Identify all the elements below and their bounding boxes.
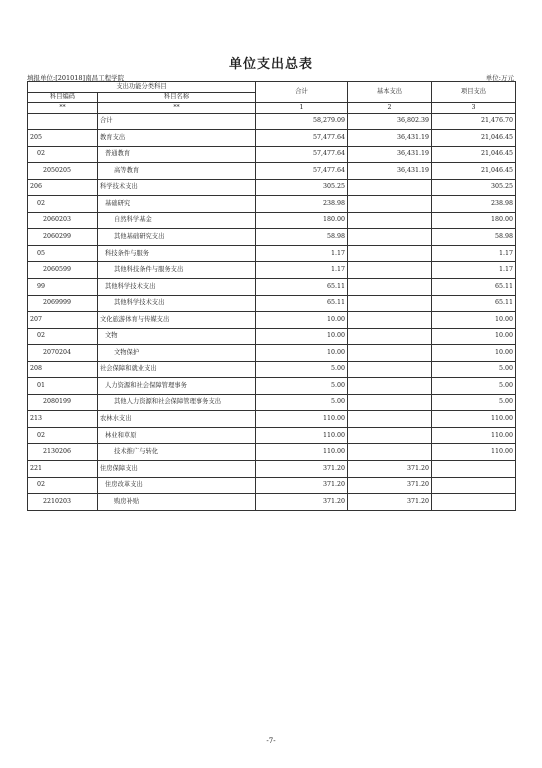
row-total: 65.11 <box>256 278 348 295</box>
row-basic <box>348 427 432 444</box>
row-basic: 371.20 <box>348 460 432 477</box>
row-basic <box>348 262 432 279</box>
row-name: 文化旅游体育与传媒支出 <box>98 312 256 329</box>
row-total: 5.00 <box>256 378 348 395</box>
row-basic <box>348 295 432 312</box>
row-code: 2069999 <box>28 295 98 312</box>
row-project: 65.11 <box>432 278 516 295</box>
row-total: 10.00 <box>256 312 348 329</box>
row-name: 科学技术支出 <box>98 179 256 196</box>
row-basic <box>348 196 432 213</box>
table-row <box>28 113 516 130</box>
row-name: 其他科学技术支出 <box>98 278 256 295</box>
row-name: 其他人力资源和社会保障管理事务支出 <box>98 394 256 411</box>
table-row <box>28 312 516 329</box>
row-total: 5.00 <box>256 394 348 411</box>
header-name: 科目名称 <box>98 92 256 103</box>
row-total: 10.00 <box>256 345 348 362</box>
row-total: 58,279.09 <box>256 113 348 130</box>
row-code: 213 <box>28 411 98 428</box>
row-total: 180.00 <box>256 212 348 229</box>
row-total: 57,477.64 <box>256 130 348 147</box>
table-row <box>28 278 516 295</box>
row-project: 10.00 <box>432 312 516 329</box>
table-row <box>28 427 516 444</box>
row-project: 5.00 <box>432 378 516 395</box>
row-basic <box>348 278 432 295</box>
row-basic <box>348 328 432 345</box>
row-total: 371.20 <box>256 494 348 511</box>
row-basic <box>348 411 432 428</box>
row-name: 住房保障支出 <box>98 460 256 477</box>
row-name: 其他科技条件与服务支出 <box>98 262 256 279</box>
table-row <box>28 411 516 428</box>
table-row <box>28 378 516 395</box>
row-code <box>28 113 98 130</box>
row-name: 住房改革支出 <box>98 477 256 494</box>
row-total: 110.00 <box>256 411 348 428</box>
row-code: 2060599 <box>28 262 98 279</box>
row-project: 21,046.45 <box>432 130 516 147</box>
table-row <box>28 361 516 378</box>
table-row <box>28 212 516 229</box>
table-row <box>28 394 516 411</box>
row-name: 基础研究 <box>98 196 256 213</box>
row-basic: 36,431.19 <box>348 130 432 147</box>
row-name: 其他基础研究支出 <box>98 229 256 246</box>
header-basic: 基本支出 <box>348 82 432 103</box>
row-total: 57,477.64 <box>256 146 348 163</box>
row-code: 02 <box>28 328 98 345</box>
table-row <box>28 328 516 345</box>
page-number: -7- <box>266 737 276 745</box>
row-total: 110.00 <box>256 427 348 444</box>
row-basic <box>348 394 432 411</box>
row-code: 2210203 <box>28 494 98 511</box>
row-project <box>432 477 516 494</box>
row-name: 农林水支出 <box>98 411 256 428</box>
row-project: 110.00 <box>432 427 516 444</box>
row-project: 65.11 <box>432 295 516 312</box>
row-basic <box>348 378 432 395</box>
expenditure-table <box>27 81 516 511</box>
table-row <box>28 262 516 279</box>
row-basic <box>348 229 432 246</box>
table-row <box>28 146 516 163</box>
row-code: 2080199 <box>28 394 98 411</box>
row-total: 1.17 <box>256 245 348 262</box>
row-basic: 371.20 <box>348 494 432 511</box>
table-row <box>28 295 516 312</box>
header-basic-index: 2 <box>348 103 432 114</box>
row-project <box>432 494 516 511</box>
table-row <box>28 494 516 511</box>
row-code: 05 <box>28 245 98 262</box>
row-code: 01 <box>28 378 98 395</box>
header-project-index: 3 <box>432 103 516 114</box>
row-total: 58.98 <box>256 229 348 246</box>
page-title: 单位支出总表 <box>228 57 313 72</box>
row-basic: 371.20 <box>348 477 432 494</box>
row-basic <box>348 361 432 378</box>
row-code: 02 <box>28 196 98 213</box>
header-project: 项目支出 <box>432 82 516 103</box>
header-code-mark: ** <box>28 103 98 114</box>
row-basic <box>348 444 432 461</box>
row-project: 305.25 <box>432 179 516 196</box>
row-total: 110.00 <box>256 444 348 461</box>
row-name: 自然科学基金 <box>98 212 256 229</box>
row-name: 教育支出 <box>98 130 256 147</box>
table-row <box>28 444 516 461</box>
row-code: 205 <box>28 130 98 147</box>
row-code: 2060203 <box>28 212 98 229</box>
row-name: 林业和草原 <box>98 427 256 444</box>
row-project: 21,046.45 <box>432 163 516 180</box>
table-row <box>28 245 516 262</box>
currency-unit: 单位:万元 <box>485 74 514 82</box>
header-code: 科目编码 <box>28 92 98 103</box>
row-project: 21,046.45 <box>432 146 516 163</box>
row-basic: 36,431.19 <box>348 163 432 180</box>
row-total: 65.11 <box>256 295 348 312</box>
row-basic <box>348 179 432 196</box>
row-name: 人力资源和社会保障管理事务 <box>98 378 256 395</box>
row-project: 10.00 <box>432 345 516 362</box>
header-row-index <box>28 103 516 114</box>
row-name: 高等教育 <box>98 163 256 180</box>
row-project: 180.00 <box>432 212 516 229</box>
row-basic <box>348 345 432 362</box>
row-name: 其他科学技术支出 <box>98 295 256 312</box>
row-total: 371.20 <box>256 477 348 494</box>
row-code: 2060299 <box>28 229 98 246</box>
row-basic <box>348 312 432 329</box>
row-name: 社会保障和就业支出 <box>98 361 256 378</box>
table-row <box>28 179 516 196</box>
row-project: 5.00 <box>432 394 516 411</box>
table-row <box>28 130 516 147</box>
header-function-category: 支出功能分类科目 <box>28 82 256 93</box>
row-basic: 36,802.39 <box>348 113 432 130</box>
header-total-index: 1 <box>256 103 348 114</box>
table-row <box>28 163 516 180</box>
row-name: 技术推广与转化 <box>98 444 256 461</box>
row-basic <box>348 212 432 229</box>
header-total: 合计 <box>256 82 348 103</box>
row-total: 305.25 <box>256 179 348 196</box>
row-total: 57,477.64 <box>256 163 348 180</box>
table-row <box>28 196 516 213</box>
row-project <box>432 460 516 477</box>
row-basic <box>348 245 432 262</box>
row-name: 合计 <box>98 113 256 130</box>
row-name: 普通教育 <box>98 146 256 163</box>
row-code: 02 <box>28 477 98 494</box>
row-project: 110.00 <box>432 411 516 428</box>
table-body <box>28 82 516 511</box>
row-project: 21,476.70 <box>432 113 516 130</box>
row-code: 2050205 <box>28 163 98 180</box>
row-project: 5.00 <box>432 361 516 378</box>
row-total: 238.98 <box>256 196 348 213</box>
header-name-mark: ** <box>98 103 256 114</box>
row-code: 221 <box>28 460 98 477</box>
row-code: 02 <box>28 146 98 163</box>
row-project: 110.00 <box>432 444 516 461</box>
row-total: 1.17 <box>256 262 348 279</box>
row-name: 文物 <box>98 328 256 345</box>
table-row <box>28 477 516 494</box>
row-basic: 36,431.19 <box>348 146 432 163</box>
row-code: 99 <box>28 278 98 295</box>
reporting-unit: 填报单位:[201018]南昌工程学院 <box>27 74 125 82</box>
row-total: 5.00 <box>256 361 348 378</box>
row-name: 文物保护 <box>98 345 256 362</box>
row-code: 206 <box>28 179 98 196</box>
row-name: 科技条件与服务 <box>98 245 256 262</box>
row-code: 02 <box>28 427 98 444</box>
row-code: 2070204 <box>28 345 98 362</box>
row-project: 238.98 <box>432 196 516 213</box>
table-row <box>28 229 516 246</box>
row-name: 购房补贴 <box>98 494 256 511</box>
row-project: 10.00 <box>432 328 516 345</box>
row-code: 207 <box>28 312 98 329</box>
row-project: 58.98 <box>432 229 516 246</box>
row-project: 1.17 <box>432 245 516 262</box>
row-code: 208 <box>28 361 98 378</box>
row-project: 1.17 <box>432 262 516 279</box>
header-row-group <box>28 82 516 93</box>
table-row <box>28 460 516 477</box>
table-row <box>28 345 516 362</box>
row-code: 2130206 <box>28 444 98 461</box>
row-total: 10.00 <box>256 328 348 345</box>
row-total: 371.20 <box>256 460 348 477</box>
